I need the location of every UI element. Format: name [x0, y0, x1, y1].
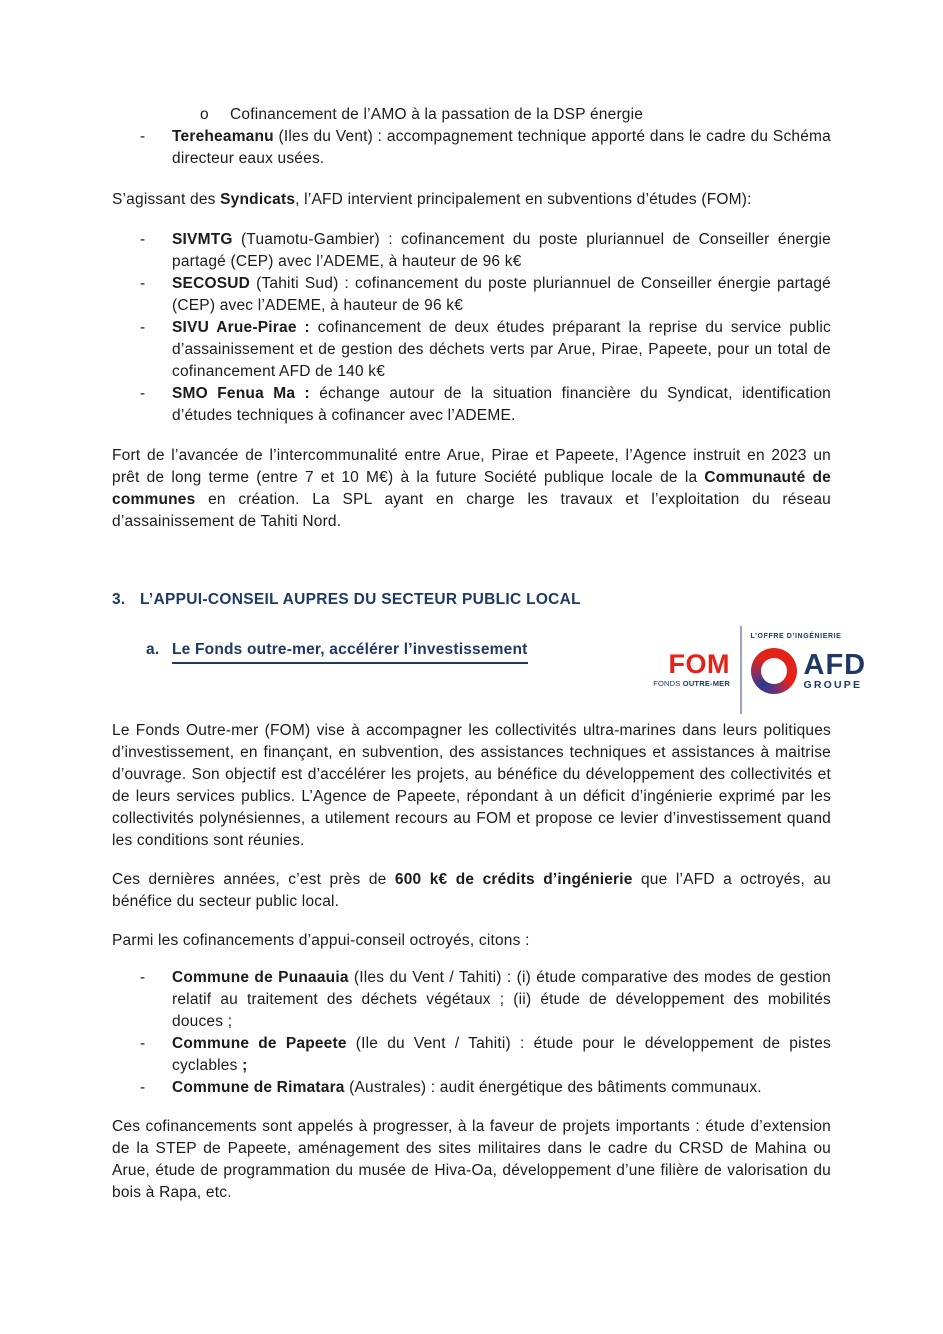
dash-bullet: - [140, 969, 146, 986]
subsection-letter: a. [146, 641, 160, 658]
list-item-text: Commune de Punaauia (Iles du Vent / Tahiti) : (i) étude comparative des modes de gestion relatif au traitement des déchets végétaux ; (ii) étude de développement des mobilités douces ; [172, 969, 831, 1030]
circle-bullet: o [200, 106, 209, 123]
section-heading-appui-conseil [112, 589, 831, 611]
section-number: 3. [112, 591, 126, 608]
list-item-sivmtg [112, 229, 831, 273]
paragraph-parmi-cofinancements: Parmi les cofinancements d’appui-conseil octroyés, citons : [112, 932, 530, 949]
paragraph-credits-ingenierie: Ces dernières années, c’est près de 600 k€ de crédits d’ingénierie que l’AFD a octroyés, au bénéfice du secteur public local. [112, 871, 831, 910]
fom-afd-logo [646, 626, 867, 714]
fom-wordmark: FOM [668, 649, 730, 679]
paragraph-syndicats-intro: S’agissant des Syndicats, l’AFD intervient principalement en subventions d’études (FOM): [112, 191, 752, 208]
dash-bullet: - [140, 231, 146, 248]
dash-bullet: - [140, 1079, 146, 1096]
fom-subtitle-light: FONDS [653, 679, 683, 688]
list-item-papeete [112, 1033, 831, 1077]
paragraph-conclusion: Ces cofinancements sont appelés à progresser, à la faveur de projets importants : étude d’extension de la STEP de Papeete, aménagement des sites militaires dans le cadre du CRSD de Mahina ou Arue, étude de programmation du musée de Hiva-Oa, développement d’une filière de valorisation du bois à Rapa, etc. [112, 1118, 831, 1201]
paragraph-fom-description: Le Fonds Outre-mer (FOM) vise à accompagner les collectivités ultra-marines dans leurs politiques d’investissement, en finançant, en subvention, des assistances techniques et assistances à maitrise d’ouvrage. Son objectif est d’accélérer les projets, au bénéfice du développement des collectivités et de leurs services publics. L’Agence de Papeete, répondant à un déficit d’ingénierie exprimé par les collectivités polynésiennes, a utilement recours au FOM et propose ce levier d’investissement quand les conditions sont réunies. [112, 722, 831, 849]
afd-groupe-label: GROUPE [803, 679, 863, 691]
dash-bullet: - [140, 275, 146, 292]
dash-bullet: - [140, 319, 146, 336]
syndicats-list [112, 229, 831, 427]
paragraph-intercommunalite: Fort de l’avancée de l’intercommunalité entre Arue, Pirae et Papeete, l’Agence instruit en 2023 un prêt de long terme (entre 7 et 10 M€) à la future Société publique locale de la Communauté de communes en création. La SPL ayant en charge les travaux et l’exploitation du réseau d’assainissement de Tahiti Nord. [112, 447, 831, 530]
list-item-text: Tereheamanu (Iles du Vent) : accompagnement technique apporté dans le cadre du Schéma directeur eaux usées. [172, 128, 831, 167]
list-item-text: Commune de Rimatara (Australes) : audit énergétique des bâtiments communaux. [172, 1079, 762, 1096]
communes-list [112, 967, 831, 1099]
list-item-text: SMO Fenua Ma : échange autour de la situation financière du Syndicat, identification d’études techniques à cofinancer avec l’ADEME. [172, 385, 831, 424]
fom-logo [646, 626, 740, 714]
list-item-text: SIVMTG (Tuamotu-Gambier) : cofinancement du poste pluriannuel de Conseiller énergie partagé (CEP) avec l’ADEME, à hauteur de 96 k€ [172, 231, 831, 270]
fom-subtitle-bold: OUTRE-MER [682, 679, 730, 688]
list-item-sivu-arue-pirae [112, 317, 831, 383]
dash-bullet: - [140, 128, 146, 145]
list-item-punaauia [112, 967, 831, 1033]
list-item-text: Commune de Papeete (Ile du Vent / Tahiti) : étude pour le développement de pistes cyclables ; [172, 1035, 831, 1074]
list-item-rimatara [112, 1077, 831, 1099]
list-item-text: SECOSUD (Tahiti Sud) : cofinancement du poste pluriannuel de Conseiller énergie partagé (CEP) avec l’ADEME, à hauteur de 96 k€ [172, 275, 831, 314]
subsection-title: Le Fonds outre-mer, accélérer l’investissement [172, 639, 528, 664]
afd-logo-row [751, 648, 867, 694]
afd-tagline: L’OFFRE D’INGÉNIERIE [750, 633, 842, 640]
list-item-smo-fenua-ma [112, 383, 831, 427]
afd-wordmark: AFD [803, 649, 867, 681]
dash-bullet: - [140, 385, 146, 402]
list-item-tereheamanu [112, 126, 831, 170]
afd-logo [742, 626, 867, 714]
afd-wordmark-block [804, 651, 867, 691]
fom-subtitle [653, 679, 730, 689]
list-item-cofinancement-amo [112, 104, 831, 126]
dash-bullet: - [140, 1035, 146, 1052]
afd-ring-icon [751, 648, 797, 694]
list-item-secosud [112, 273, 831, 317]
section-title: L’APPUI-CONSEIL AUPRES DU SECTEUR PUBLIC LOCAL [140, 591, 581, 608]
list-item-text: Cofinancement de l’AMO à la passation de la DSP énergie [230, 106, 644, 123]
list-item-text: SIVU Arue-Pirae : cofinancement de deux études préparant la reprise du service public d’assainissement et de gestion des déchets verts par Arue, Pirae, Papeete, pour un total de cofinancement AFD de 140 k€ [172, 319, 831, 380]
